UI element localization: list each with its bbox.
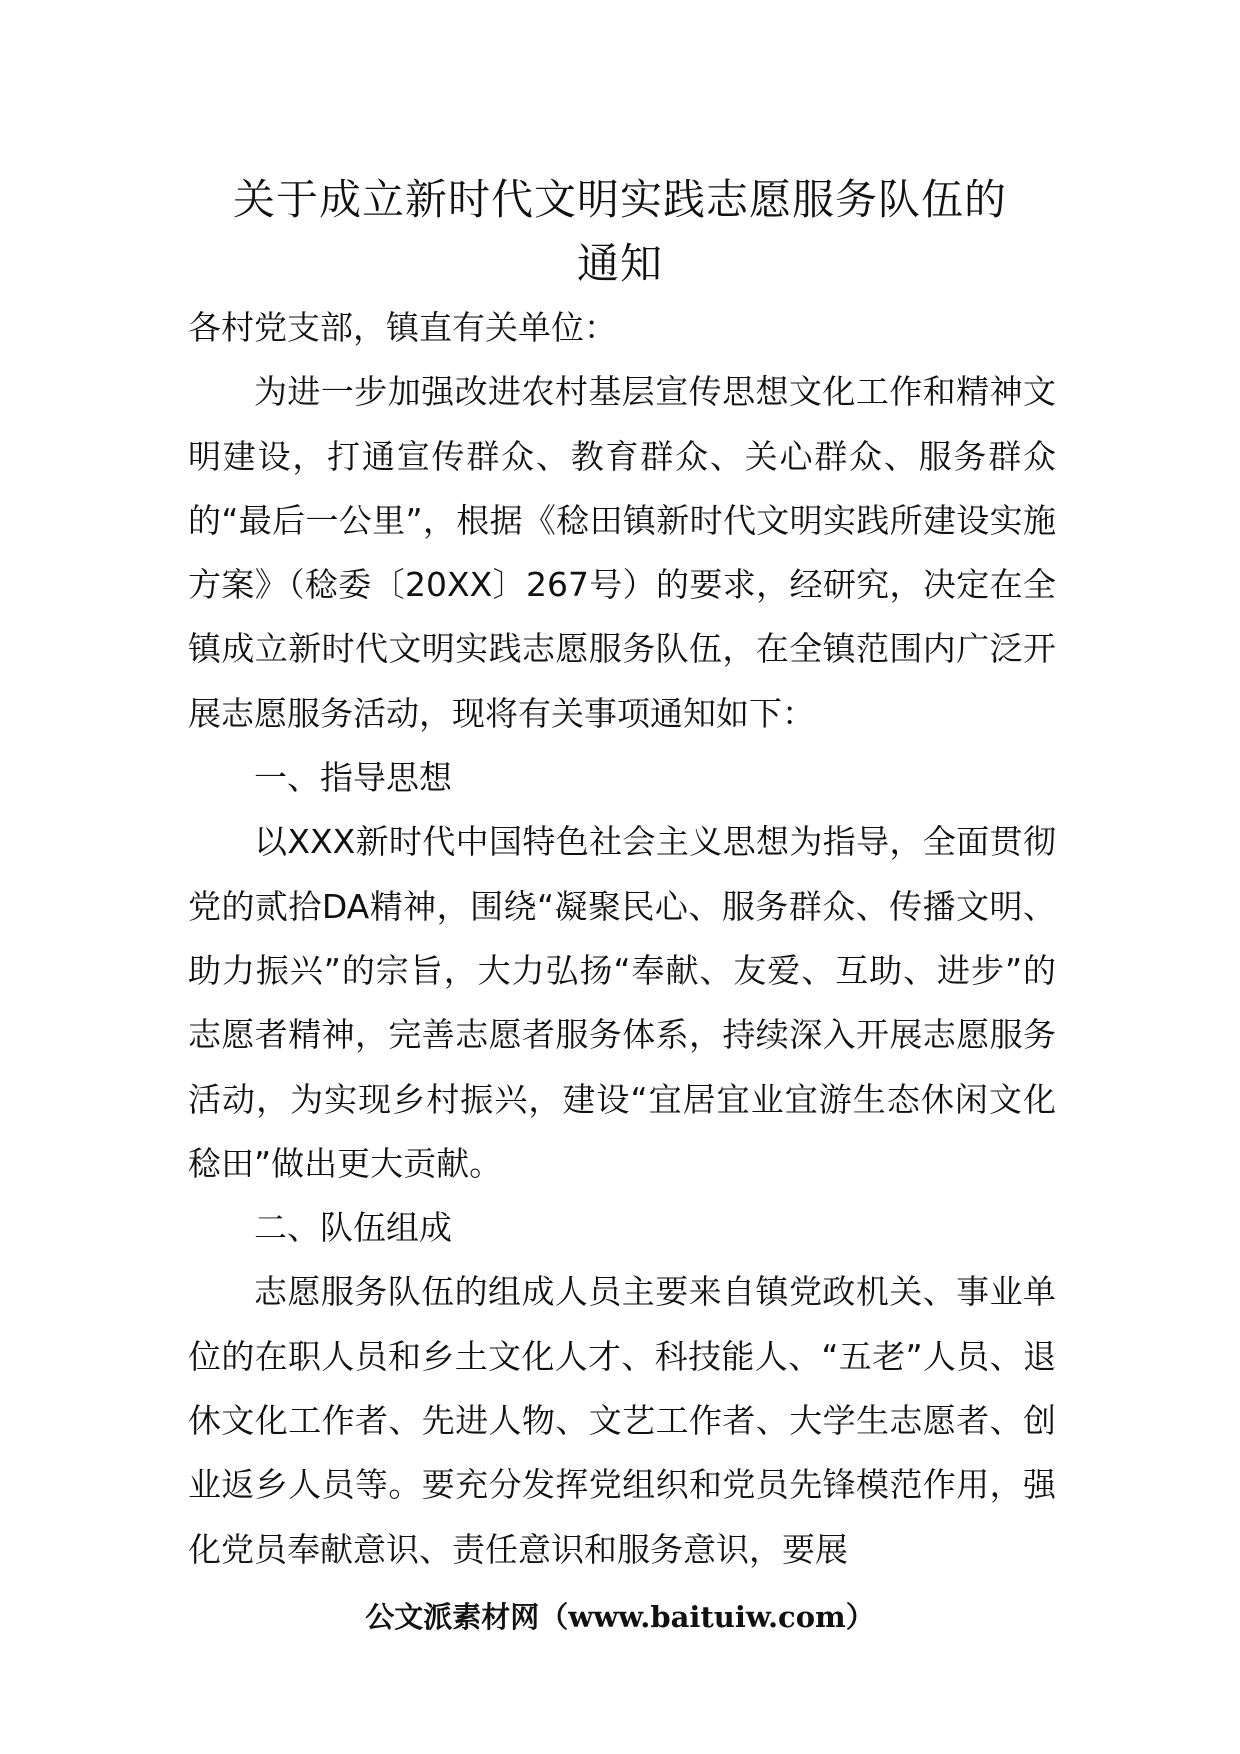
- intro-paragraph: 为进一步加强改进农村基层宣传思想文化工作和精神文明建设，打通宣传群众、教育群众、关心群众、服务群众的“最后一公里”，根据《稔田镇新时代文明实践所建设实施方案》（稔委〔20XX〕267号）的要求，经研究，决定在全镇成立新时代文明实践志愿服务队伍，在全镇范围内广泛开展志愿服务活动，现将有关事项通知如下：: [188, 372, 1056, 733]
- section-heading-team-composition: 二、队伍组成: [254, 1208, 452, 1248]
- document-body: [188, 296, 1056, 1582]
- salutation: 各村党支部，镇直有关单位：: [188, 308, 617, 347]
- document-title: [190, 168, 1050, 296]
- footer-watermark: 公文派素材网（www.baituiw.com）: [365, 1600, 875, 1634]
- title-line-1: 关于成立新时代文明实践志愿服务队伍的: [232, 175, 1007, 224]
- title-line-2: 通知: [576, 239, 663, 288]
- guiding-ideology-paragraph: 以XXX新时代中国特色社会主义思想为指导，全面贯彻党的贰拾DA精神，围绕“凝聚民心、服务群众、传播文明、助力振兴”的宗旨，大力弘扬“奉献、友爱、互助、进步”的志愿者精神，完善志愿者服务体系，持续深入开展志愿服务活动，为实现乡村振兴，建设“宜居宜业宜游生态休闲文化稔田”做出更大贡献。: [188, 822, 1056, 1183]
- team-composition-paragraph: 志愿服务队伍的组成人员主要来自镇党政机关、事业单位的在职人员和乡土文化人才、科技能人、“五老”人员、退休文化工作者、先进人物、文艺工作者、大学生志愿者、创业返乡人员等。要充分发挥党组织和党员先锋模范作用，强化党员奉献意识、责任意识和服务意识，要展: [188, 1272, 1056, 1569]
- section-heading-guiding-ideology: 一、指导思想: [254, 758, 452, 798]
